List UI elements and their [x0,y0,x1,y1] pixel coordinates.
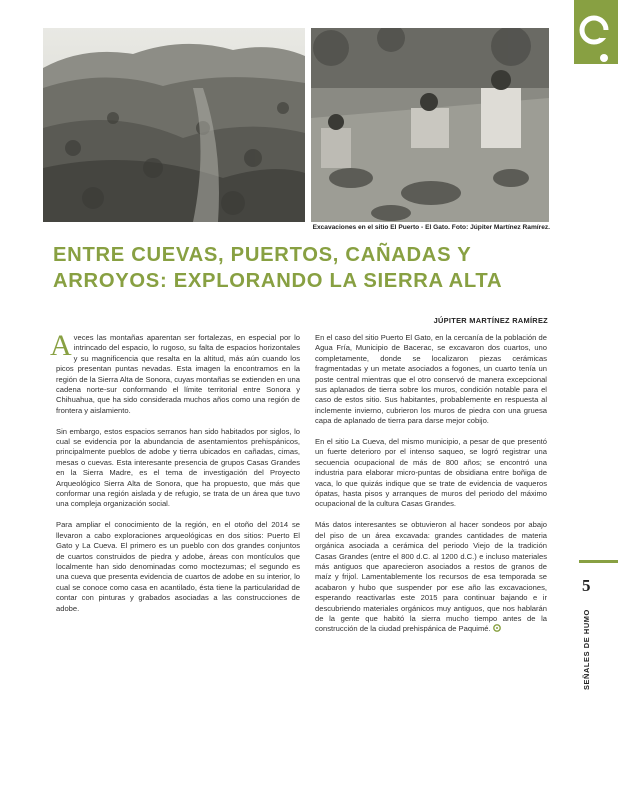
paragraph: En el caso del sitio Puerto El Gato, en la cercanía de la población de Agua Fría, Municipio de Bacerac, se excavaron dos cuartos, uno completamente, donde se localizaron piezas cerámicas fragmentadas y un metate asociados a fogones, un cuarto tenía un poste central mientras que el otro conservó de manera excepcional sus aplanados de tierra sobre los muros, condición notable para el caso de estos sitio. Sus habitantes, probablemente en respuesta al inclemente invierno, cubrieron los muros de piedra con una gruesa capa de aplanado de tierra para darse mejor cobijo. [315,333,547,426]
article-column-left [50,329,301,624]
paragraph-text: veces las montañas aparentan ser fortalezas, en especial por lo intrincado del espacio, lo rugoso, su falta de espacios horizontales y su magnificencia que resalta en la altitud, más aún cuando los picos presentan puntas nevadas. Esta imagen la encontramos en la región de la Sierra Alta de Sonora, cuyas montañas se extienden en una cadena norte-sur conformando el límite territorial entre Sonora y Chihuahua, que ha sido considerada muchos años como una región de frontera y aislamiento. [56,333,301,415]
paragraph [315,520,547,634]
sidebar-divider [579,560,618,563]
paragraph-text: Más datos interesantes se obtuvieron al hacer sondeos por abajo del piso de un área excavada: grandes cantidades de materia orgánica asociada a cerámica del periodo Viejo de la tradición Casas Grandes (entre el 800 d.C. al 1200 d.C.) e incluso materiales más antiguos que aparecieron asociados a restos de granos de maíz y frijol. Lamentablemente los recursos de esa temporada se acabaron y hubo que suspender por ese año las excavaciones, esperando reactivarlas este 2015 para continuar bajando e ir descubriendo materiales orgánicos muy antiguos, que nos hablarán de la gente que habitó la sierra mucho tiempo antes de la construcción de la ciudad prehispánica de Paquimé. [315,520,547,634]
page-number: 5 [582,576,591,595]
paragraph: Para ampliar el conocimiento de la región, en el otoño del 2014 se llevaron a cabo exploraciones arqueológicas en dos sitios: Puerto El Gato y La Cueva. El primero es un pueblo con dos grandes conjuntos de cuartos construidos de piedra y adobe, áreas con montículos que localmente han sido denominadas como moctezumas; el segundo es una cueva que presenta evidencia de cuartos de adobe en su interior, lo cual se conoce como casa en acantilado, ésta tiene la particularidad de contar con pinturas y grabados asociadas a las construcciones de adobe. [56,520,300,613]
photo-caption: Excavaciones en el sitio El Puerto - El Gato. Foto: Júpiter Martínez Ramírez. [312,224,550,231]
paragraph [50,329,301,416]
end-of-article-icon [493,624,501,632]
article-author: JÚPITER MARTÍNEZ RAMÍREZ [433,316,548,325]
magazine-name: SEÑALES DE HUMO [582,609,591,690]
drop-cap: A [50,329,72,362]
paragraph: En el sitio La Cueva, del mismo municipio, a pesar de que presentó un fuerte deterioro por el intenso saqueo, se logró registrar una secuencia ocupacional de más de 800 años; se encontró una industria para elaborar micro-puntas de obsidiana entre boñiga de vaca, lo que quizás indique que se trate de evidencia de vaqueros ópatas, hasta pisos y arranques de muros del periodo del máximo ocupacional de la cultura Casas Grandes. [315,437,547,509]
paragraph: Sin embargo, estos espacios serranos han sido habitados por siglos, lo cual se evidencia por la abundancia de asentamientos prehispánicos, principalmente pueblos de adobe y tierra ubicados en cañadas, cimas, mesas o cuevas. Esta interesante presencia de grupos Casas Grandes en la Sierra Madre, es el tema de investigación del Proyecto Arqueológico Sierra Alta de Sonora, que ha propuesto, que más que conformar una región aislada y de refugio, se trata de un área que tuvo una compleja organización social. [56,426,300,509]
landscape-photo [43,28,305,222]
section-logo-icon [574,0,618,64]
article-title: ENTRE CUEVAS, PUERTOS, CAÑADAS Y ARROYOS: EXPLORANDO LA SIERRA ALTA [53,244,503,292]
excavation-photo [311,28,549,222]
article-column-right [315,333,547,645]
